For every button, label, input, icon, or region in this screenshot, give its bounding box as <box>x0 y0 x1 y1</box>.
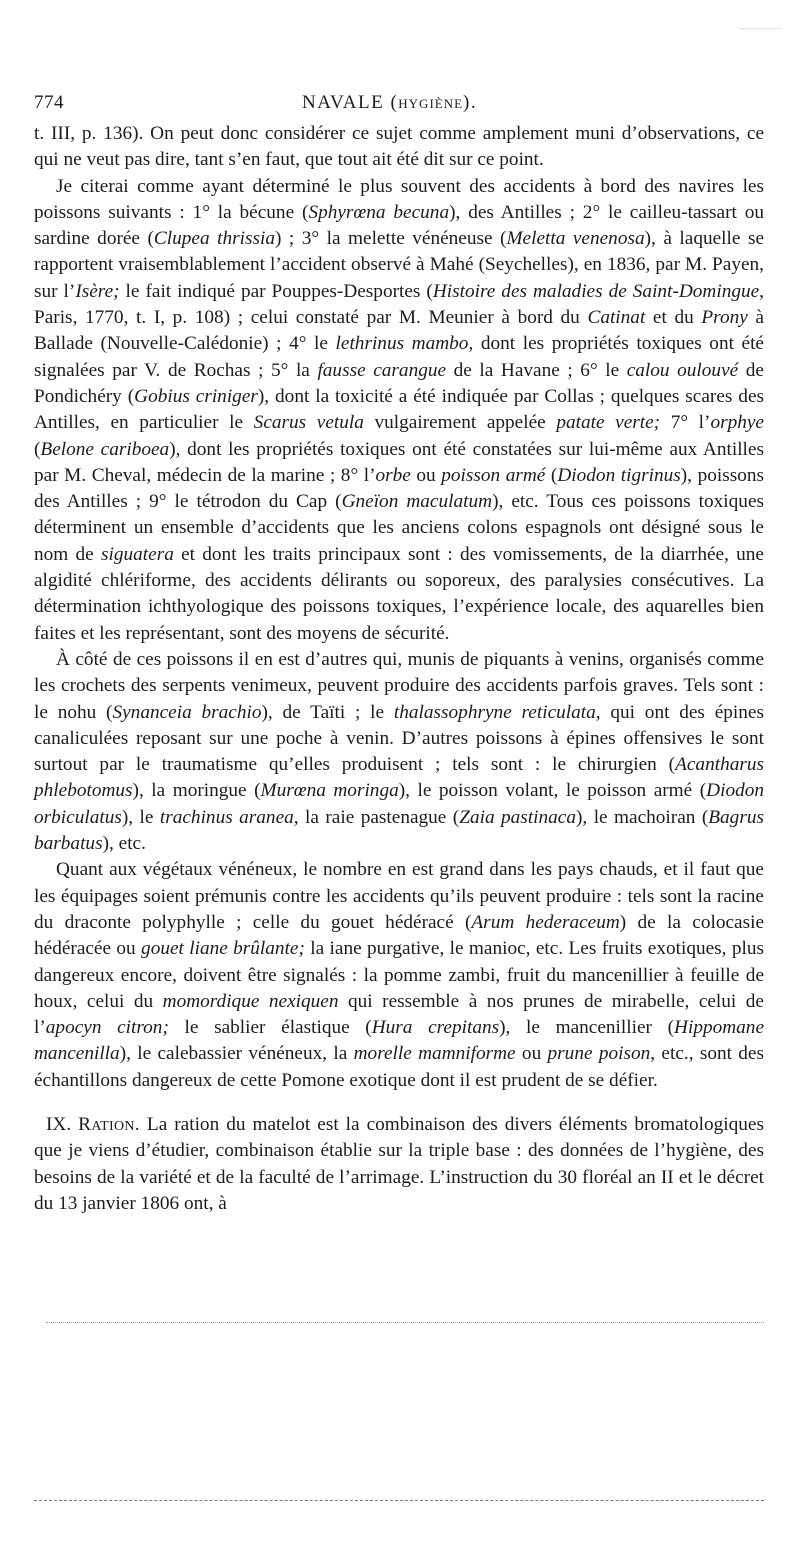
paragraph-poisonous-plants <box>34 857 764 1094</box>
text-run: ( <box>34 438 41 460</box>
text-run: , la raie pastenague ( <box>293 806 460 828</box>
italic-term: Zaia pastinaca <box>459 806 577 828</box>
text-run: de la Havane ; 6° le <box>446 359 627 381</box>
italic-term: thalassophryne reticulata <box>393 701 596 723</box>
text-run: 7° l’ <box>660 412 711 434</box>
text-run: ( <box>545 464 558 486</box>
italic-term: calou oulouvé <box>626 359 739 381</box>
italic-term: Meletta venenosa <box>506 228 645 250</box>
text-run: ), la moringue ( <box>132 780 261 802</box>
text-run: ), de Taïti ; le <box>261 701 394 723</box>
italic-term: prune poison <box>547 1043 651 1065</box>
text-run: t. III, p. 136). On peut donc considérer ce sujet comme amplement muni d’observations, ce qui ne veut pas dire, tant s’en faut, que tout ait été dit sur ce point. <box>34 123 764 171</box>
text-run: , dont les propriétés toxiques ont été signalées par V. de Rochas ; 5° la <box>34 333 764 381</box>
running-title <box>302 92 477 114</box>
text-run: À côté de ces poissons il en est d’autres qui, munis de piquants à venins, organisés comme les crochets des serpents venimeux, peuvent produire des accidents parfois graves. Tels sont : le nohu ( <box>34 648 764 723</box>
text-run: , qui ont des épines canaliculées reposant sur une poche à venin. D’autres poissons à épines offensives le sont surtout par le traumatisme qu’elles produisent ; tels sont : le chirurgien ( <box>34 701 764 776</box>
italic-term: Bagrus barbatus <box>34 806 764 855</box>
text-run: le fait indiqué par Pouppes-Desportes ( <box>119 280 433 302</box>
text-run: ), le machoiran ( <box>576 806 709 828</box>
italic-term: Histoire des maladies de Saint-Domingue <box>432 280 760 302</box>
text-run: ou <box>515 1043 548 1065</box>
running-title-main: NAVALE ( <box>302 92 399 113</box>
section-heading: Ration. <box>78 1113 140 1135</box>
italic-term: Prony <box>701 307 748 329</box>
italic-term: Hura crepitans <box>371 1017 500 1039</box>
paragraph-venomous-fish <box>34 647 764 857</box>
section-ration <box>34 1112 764 1217</box>
text-run: ), le poisson volant, le poisson armé ( <box>398 780 707 802</box>
text-run: de Pondichéry ( <box>34 359 764 407</box>
section-number: IX. <box>46 1113 72 1135</box>
italic-term: Diodon tigrinus <box>557 464 681 486</box>
text-run: ou <box>410 464 442 486</box>
text-run: , etc., sont des échantillons dangereux de cette Pomone exotique dont il est prudent de se défier. <box>34 1043 764 1091</box>
italic-term: lethrinus mambo <box>335 333 469 355</box>
text-run: ), le mancenillier ( <box>499 1017 675 1039</box>
text-run: ), le <box>121 806 160 828</box>
italic-term: Murœna moringa <box>260 780 399 802</box>
text-run: Je citerai comme ayant déterminé le plus souvent des accidents à bord des navires les poissons suivants : 1° la bécune ( <box>34 175 764 223</box>
italic-term: Synanceia brachio <box>112 701 262 723</box>
text-run: qui ressemble à nos prunes de mirabelle, celui de l’ <box>34 990 764 1039</box>
text-run: ), le calebassier vénéneux, la <box>119 1043 354 1065</box>
text-run: Quant aux végétaux vénéneux, le nombre en est grand dans les pays chauds, et il faut que les équipages soient prémunis contre les accidents qu’ils peuvent produire : tels sont la racine du draconte polyphylle ; celle du gouet hédéracé ( <box>34 859 764 933</box>
body-text <box>34 121 764 1217</box>
text-run: ), etc. <box>102 833 146 855</box>
italic-term: siguatera <box>101 543 174 565</box>
paragraph-toxic-fish <box>34 174 764 647</box>
italic-term: fausse carangue <box>317 359 447 381</box>
italic-term: Isère; <box>75 280 120 302</box>
italic-term: Catinat <box>587 307 646 329</box>
italic-term: Scarus vetula <box>253 412 364 434</box>
italic-term: momordique nexiquen <box>162 990 339 1012</box>
italic-term: apocyn citron; <box>45 1017 169 1039</box>
text-run: ), des Antilles ; 2° le cailleu-tassart ou sardine dorée ( <box>34 201 764 250</box>
italic-term: orbe <box>375 464 411 486</box>
text-run: le sablier élastique ( <box>168 1017 372 1039</box>
running-header <box>34 92 764 120</box>
italic-term: Gneïon maculatum <box>341 491 493 513</box>
section-divider <box>46 1322 764 1323</box>
italic-term: Gobius criniger <box>134 385 258 407</box>
text-run: ) de la colocasie hédéracée ou <box>34 911 764 960</box>
italic-term: Clupea thrissia <box>153 228 275 250</box>
text-run: ), poissons des Antilles ; 9° le tétrodon du Cap ( <box>34 464 764 513</box>
italic-term: Diodon orbiculatus <box>34 780 764 828</box>
text-run: à Ballade (Nouvelle-Calédonie) ; 4° le <box>34 307 764 355</box>
italic-term: morelle mamniforme <box>353 1043 516 1065</box>
italic-term: Belone cariboea <box>40 438 170 460</box>
italic-term: Sphyrœna becuna <box>308 201 450 223</box>
text-run: et du <box>645 307 702 329</box>
scan-mark <box>740 28 780 29</box>
text-run: ) ; 3° la melette vénéneuse ( <box>274 228 507 250</box>
text-run: ), dont les propriétés toxiques ont été constatées sur lui-même aux Antilles par M. Cheval, médecin de la marine ; 8° l’ <box>34 438 764 486</box>
italic-term: trachinus aranea <box>159 806 294 828</box>
text-run: ), à laquelle se rapportent vraisemblablement l’accident observé à Mahé (Seychelles), en 1836, par M. Payen, sur l’ <box>34 228 765 302</box>
italic-term: Hippomane mancenilla <box>34 1017 764 1065</box>
text-run: vulgairement appelée <box>363 412 557 434</box>
running-title-end: ). <box>463 92 478 113</box>
italic-term: Arum hederaceum <box>471 911 620 933</box>
text-run: et dont les traits principaux sont : des vomissements, de la diarrhée, une algidité chlériforme, des accidents délirants ou soporeux, des paralysies consécutives. La détermination ichthyologique des poissons toxiques, l’expérience locale, des aquarelles bien faites et les représentant, sont des moyens de sécurité. <box>34 543 764 644</box>
footer-rule <box>34 1500 764 1501</box>
paragraph-continuation <box>34 121 764 174</box>
text-run: ), dont la toxicité a été indiquée par Collas ; quelques scares des Antilles, en particulier le <box>34 385 765 434</box>
text-run: , Paris, 1770, t. I, p. 108) ; celui constaté par M. Meunier à bord du <box>34 280 764 329</box>
text-run: ), etc. Tous ces poissons toxiques déterminent un ensemble d’accidents que les anciens colons espagnols ont désigné sous le nom de <box>34 491 765 565</box>
running-title-subject: HYGIÈNE <box>398 96 464 111</box>
section-text: La ration du matelot est la combinaison des divers éléments bromatologiques que je viens d’étudier, combinaison établie sur la triple base : des données de l’hygiène, des besoins de la variété et de la faculté de l’arrimage. L’instruction du 30 floréal an II et le décret du 13 janvier 1806 ont, à <box>34 1113 764 1214</box>
italic-term: patate verte; <box>556 412 661 434</box>
page-number: 774 <box>34 92 64 113</box>
italic-term: poisson armé <box>441 464 546 486</box>
italic-term: orphye <box>710 412 764 434</box>
text-run: la iane purgative, le manioc, etc. Les fruits exotiques, plus dangereux encore, doivent être signalés : la pomme zambi, fruit du mancenillier à feuille de houx, celui du <box>34 938 764 1012</box>
italic-term: Acantharus phlebotomus <box>34 754 764 802</box>
italic-term: gouet liane brûlante; <box>141 938 305 960</box>
